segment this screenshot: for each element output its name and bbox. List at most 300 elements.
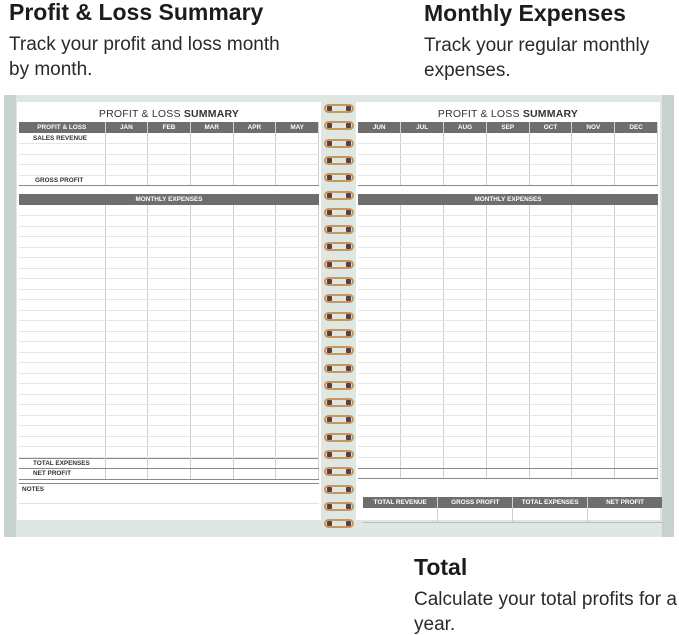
table-cell[interactable] (276, 415, 319, 426)
table-cell[interactable] (615, 373, 658, 384)
table-cell[interactable] (572, 205, 615, 216)
table-cell[interactable] (233, 258, 276, 269)
table-cell[interactable] (19, 310, 105, 321)
table-cell[interactable] (486, 447, 529, 458)
table-cell[interactable] (19, 394, 105, 405)
table-cell[interactable] (444, 436, 487, 447)
table-cell[interactable] (276, 279, 319, 290)
table-cell[interactable] (444, 363, 487, 374)
table-cell[interactable] (190, 331, 233, 342)
table-cell[interactable] (572, 352, 615, 363)
table-cell[interactable] (148, 436, 191, 447)
table-cell[interactable] (105, 237, 148, 248)
table-cell[interactable] (401, 415, 444, 426)
table-cell[interactable] (19, 216, 105, 227)
table-cell[interactable] (148, 342, 191, 353)
table-cell[interactable] (444, 247, 487, 258)
table-cell[interactable] (190, 289, 233, 300)
table-cell[interactable] (19, 205, 105, 216)
table-cell[interactable] (444, 237, 487, 248)
table-cell[interactable] (486, 289, 529, 300)
table-cell[interactable] (148, 405, 191, 416)
table-cell[interactable] (401, 394, 444, 405)
table-cell[interactable] (401, 216, 444, 227)
table-cell[interactable] (233, 342, 276, 353)
table-cell[interactable] (19, 363, 105, 374)
table-cell[interactable] (190, 268, 233, 279)
table-cell[interactable] (190, 300, 233, 311)
table-cell[interactable] (401, 268, 444, 279)
table-cell[interactable] (572, 237, 615, 248)
table-cell[interactable] (572, 268, 615, 279)
table-cell[interactable] (190, 436, 233, 447)
table-cell[interactable] (233, 237, 276, 248)
table-cell[interactable] (105, 352, 148, 363)
table-cell[interactable] (105, 247, 148, 258)
table-cell[interactable] (444, 373, 487, 384)
table-cell[interactable] (19, 405, 105, 416)
table-cell[interactable] (401, 300, 444, 311)
table-cell[interactable] (148, 426, 191, 437)
table-cell[interactable] (105, 363, 148, 374)
table-cell[interactable] (105, 394, 148, 405)
table-cell[interactable] (486, 436, 529, 447)
table-cell[interactable] (615, 405, 658, 416)
table-cell[interactable] (486, 405, 529, 416)
table-cell[interactable] (572, 384, 615, 395)
table-cell[interactable] (615, 289, 658, 300)
table-cell[interactable] (105, 331, 148, 342)
table-cell[interactable] (148, 237, 191, 248)
table-cell[interactable] (401, 226, 444, 237)
table-cell[interactable] (486, 300, 529, 311)
table-cell[interactable] (148, 205, 191, 216)
table-cell[interactable] (276, 289, 319, 300)
table-cell[interactable] (401, 247, 444, 258)
table-cell[interactable] (233, 205, 276, 216)
table-cell[interactable] (148, 279, 191, 290)
table-cell[interactable] (529, 279, 572, 290)
table-cell[interactable] (190, 226, 233, 237)
table-cell[interactable] (233, 226, 276, 237)
table-cell[interactable] (486, 310, 529, 321)
table-cell[interactable] (358, 268, 401, 279)
table-cell[interactable] (358, 373, 401, 384)
table-cell[interactable] (358, 321, 401, 332)
table-cell[interactable] (444, 226, 487, 237)
table-cell[interactable] (233, 426, 276, 437)
table-cell[interactable] (358, 394, 401, 405)
table-cell[interactable] (615, 342, 658, 353)
table-cell[interactable] (529, 310, 572, 321)
table-cell[interactable] (401, 436, 444, 447)
table-cell[interactable] (105, 321, 148, 332)
table-cell[interactable] (276, 342, 319, 353)
table-cell[interactable] (233, 352, 276, 363)
table-cell[interactable] (148, 331, 191, 342)
table-cell[interactable] (190, 216, 233, 227)
table-cell[interactable] (401, 289, 444, 300)
table-cell[interactable] (19, 279, 105, 290)
table-cell[interactable] (444, 289, 487, 300)
table-cell[interactable] (190, 258, 233, 269)
table-cell[interactable] (529, 373, 572, 384)
table-cell[interactable] (190, 373, 233, 384)
table-cell[interactable] (401, 342, 444, 353)
table-cell[interactable] (276, 405, 319, 416)
table-cell[interactable] (572, 289, 615, 300)
table-cell[interactable] (148, 373, 191, 384)
table-cell[interactable] (615, 268, 658, 279)
table-cell[interactable] (105, 342, 148, 353)
table-cell[interactable] (105, 216, 148, 227)
table-cell[interactable] (444, 205, 487, 216)
table-cell[interactable] (572, 415, 615, 426)
table-cell[interactable] (401, 279, 444, 290)
table-cell[interactable] (529, 415, 572, 426)
table-cell[interactable] (529, 300, 572, 311)
table-cell[interactable] (105, 226, 148, 237)
table-cell[interactable] (358, 247, 401, 258)
table-cell[interactable] (148, 447, 191, 458)
table-cell[interactable] (19, 237, 105, 248)
table-cell[interactable] (615, 426, 658, 437)
table-cell[interactable] (401, 331, 444, 342)
table-cell[interactable] (233, 300, 276, 311)
table-cell[interactable] (572, 436, 615, 447)
table-cell[interactable] (148, 321, 191, 332)
table-cell[interactable] (148, 226, 191, 237)
table-cell[interactable] (148, 216, 191, 227)
table-cell[interactable] (233, 373, 276, 384)
table-cell[interactable] (486, 415, 529, 426)
table-cell[interactable] (444, 342, 487, 353)
table-cell[interactable] (190, 363, 233, 374)
table-cell[interactable] (529, 289, 572, 300)
table-cell[interactable] (401, 373, 444, 384)
table-cell[interactable] (233, 289, 276, 300)
table-cell[interactable] (529, 216, 572, 227)
table-cell[interactable] (615, 321, 658, 332)
table-cell[interactable] (105, 205, 148, 216)
table-cell[interactable] (486, 247, 529, 258)
table-cell[interactable] (615, 447, 658, 458)
table-cell[interactable] (529, 258, 572, 269)
table-cell[interactable] (276, 447, 319, 458)
table-cell[interactable] (486, 384, 529, 395)
table-cell[interactable] (19, 415, 105, 426)
table-cell[interactable] (276, 205, 319, 216)
table-cell[interactable] (358, 405, 401, 416)
table-cell[interactable] (401, 310, 444, 321)
table-cell[interactable] (358, 331, 401, 342)
table-cell[interactable] (572, 426, 615, 437)
table-cell[interactable] (19, 258, 105, 269)
table-cell[interactable] (486, 363, 529, 374)
table-cell[interactable] (486, 279, 529, 290)
table-cell[interactable] (615, 258, 658, 269)
table-cell[interactable] (529, 237, 572, 248)
table-cell[interactable] (444, 216, 487, 227)
table-cell[interactable] (572, 405, 615, 416)
table-cell[interactable] (401, 405, 444, 416)
table-cell[interactable] (233, 310, 276, 321)
table-cell[interactable] (233, 363, 276, 374)
table-cell[interactable] (529, 226, 572, 237)
table-cell[interactable] (572, 321, 615, 332)
table-cell[interactable] (572, 363, 615, 374)
table-cell[interactable] (190, 394, 233, 405)
table-cell[interactable] (615, 237, 658, 248)
table-cell[interactable] (358, 205, 401, 216)
table-cell[interactable] (615, 363, 658, 374)
table-cell[interactable] (401, 321, 444, 332)
table-cell[interactable] (19, 447, 105, 458)
table-cell[interactable] (401, 384, 444, 395)
table-cell[interactable] (358, 289, 401, 300)
table-cell[interactable] (105, 300, 148, 311)
table-cell[interactable] (486, 268, 529, 279)
table-cell[interactable] (276, 436, 319, 447)
table-cell[interactable] (148, 352, 191, 363)
table-cell[interactable] (190, 415, 233, 426)
table-cell[interactable] (105, 258, 148, 269)
table-cell[interactable] (276, 363, 319, 374)
table-cell[interactable] (190, 247, 233, 258)
table-cell[interactable] (615, 310, 658, 321)
table-cell[interactable] (148, 394, 191, 405)
table-cell[interactable] (615, 436, 658, 447)
table-cell[interactable] (529, 436, 572, 447)
table-cell[interactable] (401, 426, 444, 437)
table-cell[interactable] (276, 300, 319, 311)
table-cell[interactable] (572, 310, 615, 321)
table-cell[interactable] (444, 300, 487, 311)
table-cell[interactable] (401, 352, 444, 363)
table-cell[interactable] (358, 384, 401, 395)
table-cell[interactable] (105, 279, 148, 290)
table-cell[interactable] (105, 405, 148, 416)
table-cell[interactable] (105, 426, 148, 437)
table-cell[interactable] (572, 258, 615, 269)
table-cell[interactable] (486, 394, 529, 405)
table-cell[interactable] (572, 226, 615, 237)
table-cell[interactable] (615, 415, 658, 426)
table-cell[interactable] (276, 321, 319, 332)
table-cell[interactable] (190, 447, 233, 458)
table-cell[interactable] (276, 310, 319, 321)
table-cell[interactable] (276, 216, 319, 227)
table-cell[interactable] (276, 268, 319, 279)
table-cell[interactable] (358, 415, 401, 426)
table-cell[interactable] (444, 331, 487, 342)
table-cell[interactable] (276, 226, 319, 237)
table-cell[interactable] (148, 289, 191, 300)
table-cell[interactable] (401, 363, 444, 374)
table-cell[interactable] (486, 205, 529, 216)
table-cell[interactable] (529, 268, 572, 279)
table-cell[interactable] (190, 321, 233, 332)
table-cell[interactable] (105, 447, 148, 458)
table-cell[interactable] (19, 436, 105, 447)
table-cell[interactable] (19, 352, 105, 363)
table-cell[interactable] (19, 300, 105, 311)
table-cell[interactable] (276, 247, 319, 258)
table-cell[interactable] (615, 352, 658, 363)
table-cell[interactable] (105, 373, 148, 384)
table-cell[interactable] (233, 405, 276, 416)
table-cell[interactable] (358, 363, 401, 374)
table-cell[interactable] (190, 405, 233, 416)
table-cell[interactable] (486, 331, 529, 342)
table-cell[interactable] (615, 394, 658, 405)
table-cell[interactable] (19, 384, 105, 395)
table-cell[interactable] (444, 310, 487, 321)
table-cell[interactable] (444, 384, 487, 395)
table-cell[interactable] (529, 331, 572, 342)
table-cell[interactable] (529, 321, 572, 332)
table-cell[interactable] (358, 216, 401, 227)
table-cell[interactable] (572, 394, 615, 405)
table-cell[interactable] (615, 205, 658, 216)
table-cell[interactable] (529, 363, 572, 374)
table-cell[interactable] (529, 384, 572, 395)
table-cell[interactable] (529, 405, 572, 416)
table-cell[interactable] (444, 268, 487, 279)
table-cell[interactable] (233, 331, 276, 342)
table-cell[interactable] (444, 415, 487, 426)
table-cell[interactable] (148, 310, 191, 321)
table-cell[interactable] (233, 247, 276, 258)
table-cell[interactable] (190, 237, 233, 248)
table-cell[interactable] (190, 310, 233, 321)
table-cell[interactable] (276, 352, 319, 363)
table-cell[interactable] (572, 331, 615, 342)
table-cell[interactable] (233, 321, 276, 332)
table-cell[interactable] (105, 436, 148, 447)
table-cell[interactable] (190, 426, 233, 437)
table-cell[interactable] (358, 426, 401, 437)
table-cell[interactable] (19, 426, 105, 437)
table-cell[interactable] (233, 394, 276, 405)
table-cell[interactable] (190, 279, 233, 290)
table-cell[interactable] (19, 268, 105, 279)
table-cell[interactable] (529, 447, 572, 458)
table-cell[interactable] (105, 415, 148, 426)
table-cell[interactable] (572, 447, 615, 458)
table-cell[interactable] (276, 394, 319, 405)
table-cell[interactable] (486, 426, 529, 437)
table-cell[interactable] (401, 205, 444, 216)
table-cell[interactable] (190, 205, 233, 216)
table-cell[interactable] (276, 237, 319, 248)
table-cell[interactable] (358, 279, 401, 290)
table-cell[interactable] (148, 363, 191, 374)
table-cell[interactable] (233, 279, 276, 290)
table-cell[interactable] (486, 373, 529, 384)
table-cell[interactable] (105, 268, 148, 279)
table-cell[interactable] (148, 384, 191, 395)
table-cell[interactable] (190, 352, 233, 363)
table-cell[interactable] (486, 258, 529, 269)
table-cell[interactable] (572, 373, 615, 384)
table-cell[interactable] (233, 216, 276, 227)
table-cell[interactable] (19, 331, 105, 342)
table-cell[interactable] (358, 352, 401, 363)
table-cell[interactable] (276, 373, 319, 384)
table-cell[interactable] (615, 216, 658, 227)
table-cell[interactable] (358, 310, 401, 321)
table-cell[interactable] (615, 384, 658, 395)
table-cell[interactable] (615, 331, 658, 342)
table-cell[interactable] (233, 415, 276, 426)
table-cell[interactable] (401, 447, 444, 458)
table-cell[interactable] (358, 258, 401, 269)
table-cell[interactable] (358, 342, 401, 353)
table-cell[interactable] (615, 279, 658, 290)
table-cell[interactable] (148, 258, 191, 269)
table-cell[interactable] (19, 342, 105, 353)
table-cell[interactable] (276, 384, 319, 395)
table-cell[interactable] (444, 321, 487, 332)
table-cell[interactable] (615, 300, 658, 311)
table-cell[interactable] (486, 352, 529, 363)
table-cell[interactable] (233, 436, 276, 447)
table-cell[interactable] (358, 300, 401, 311)
table-cell[interactable] (19, 321, 105, 332)
table-cell[interactable] (276, 258, 319, 269)
table-cell[interactable] (233, 384, 276, 395)
table-cell[interactable] (148, 247, 191, 258)
table-cell[interactable] (444, 258, 487, 269)
table-cell[interactable] (486, 237, 529, 248)
table-cell[interactable] (572, 300, 615, 311)
table-cell[interactable] (401, 237, 444, 248)
table-cell[interactable] (486, 321, 529, 332)
table-cell[interactable] (358, 436, 401, 447)
table-cell[interactable] (529, 426, 572, 437)
table-cell[interactable] (486, 226, 529, 237)
table-cell[interactable] (529, 394, 572, 405)
table-cell[interactable] (148, 268, 191, 279)
table-cell[interactable] (486, 342, 529, 353)
table-cell[interactable] (19, 226, 105, 237)
table-cell[interactable] (529, 205, 572, 216)
table-cell[interactable] (529, 352, 572, 363)
table-cell[interactable] (358, 237, 401, 248)
table-cell[interactable] (148, 300, 191, 311)
table-cell[interactable] (572, 342, 615, 353)
table-cell[interactable] (19, 373, 105, 384)
table-cell[interactable] (486, 216, 529, 227)
table-cell[interactable] (233, 268, 276, 279)
table-cell[interactable] (529, 342, 572, 353)
table-cell[interactable] (105, 384, 148, 395)
table-cell[interactable] (190, 342, 233, 353)
table-cell[interactable] (572, 279, 615, 290)
table-cell[interactable] (444, 394, 487, 405)
table-cell[interactable] (105, 310, 148, 321)
table-cell[interactable] (444, 426, 487, 437)
table-cell[interactable] (233, 447, 276, 458)
table-cell[interactable] (572, 216, 615, 227)
table-cell[interactable] (444, 405, 487, 416)
table-cell[interactable] (190, 384, 233, 395)
table-cell[interactable] (276, 331, 319, 342)
table-cell[interactable] (19, 289, 105, 300)
table-cell[interactable] (615, 247, 658, 258)
table-cell[interactable] (444, 447, 487, 458)
